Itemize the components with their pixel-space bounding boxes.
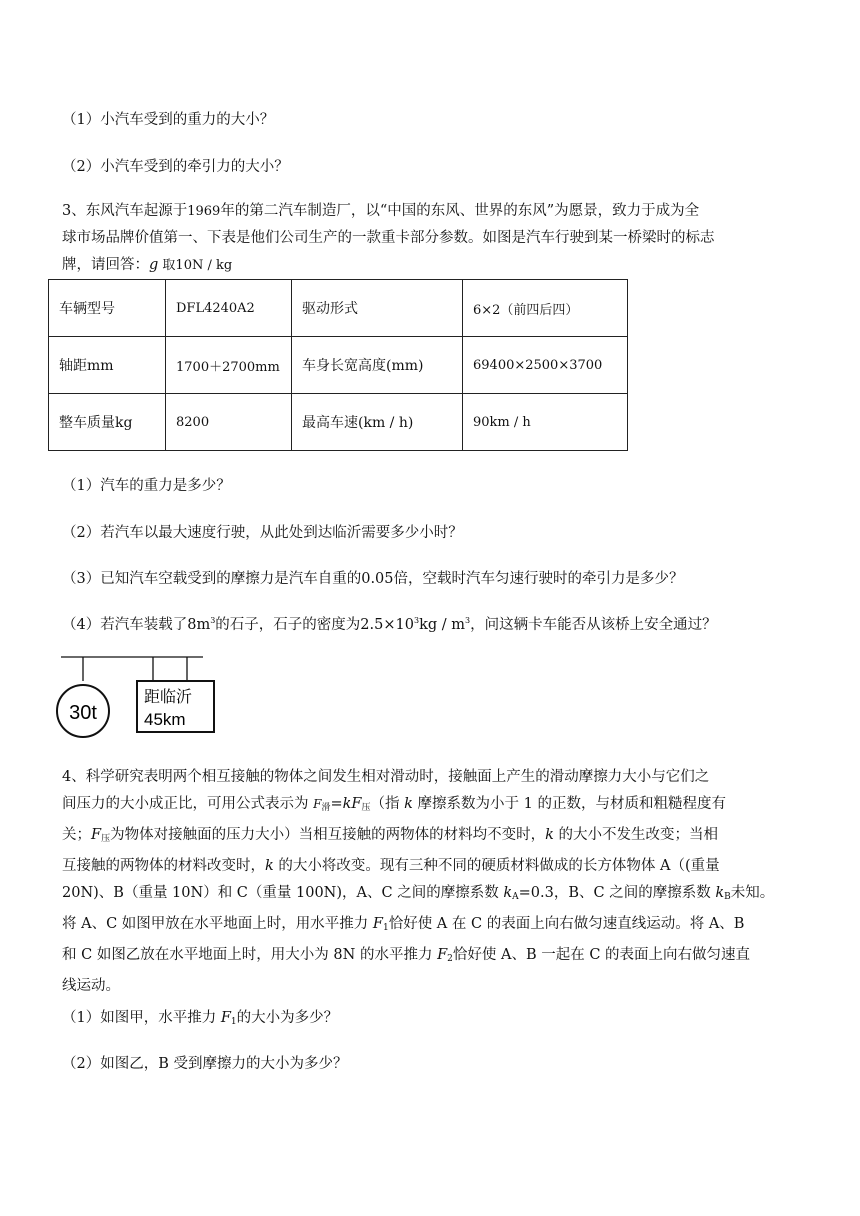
table-row [49,337,628,394]
q3-sub1: （1）汽车的重力是多少？ [62,478,231,494]
weight-limit-text: 30t [69,702,97,724]
q2-sub1: （1）小汽车受到的重力的大小？ [62,112,275,128]
table-cell: 1700＋2700mm [166,337,292,394]
bridge-sign-drawing [55,650,215,745]
table-cell: 整车质量kg [49,394,166,451]
q3-sub2: （2）若汽车以最大速度行驶，从此处到达临沂需要多少小时？ [62,525,463,541]
truck-spec-table [48,279,628,451]
distance-label-text: 距临沂 [144,689,193,706]
q3-sub4: （4）若汽车装载了$8m^3$的石子，石子的密度为$2.5\times 10^3kg / m^3$，问这辆卡车能否从该桥上安全通过？ [62,616,717,633]
q2-sub2: （2）小汽车受到的牵引力的大小？ [62,159,289,175]
table-cell: 车辆型号 [49,280,166,337]
table-cell: 最高车速(km / h) [292,394,463,451]
q4-sub1: （1）如图甲，水平推力 $F_1$的大小为多少？ [62,1010,339,1027]
q4-sub2: （2）如图乙，B 受到摩擦力的大小为多少？ [62,1056,348,1072]
distance-value-text: 45km [144,710,186,729]
q3-sub3: （3）已知汽车空载受到的摩擦力是汽车自重的0.05倍，空载时汽车匀速行驶时的牵引力是多少？ [62,571,684,587]
table-cell: 8200 [166,394,292,451]
q3-intro: 3、东风汽车起源于1969年的第二汽车制造厂，以“中国的东风、世界的东风”为愿景，致力于成为全 球市场品牌价值第一、下表是他们公司生产的一款重卡部分参数。如图是汽车行驶到某一桥梁时的标志 牌，请回答：g 取10N / kg [62,203,715,273]
table-cell: 69400×2500×3700 [463,337,628,394]
table-cell: DFL4240A2 [166,280,292,337]
table-cell: 车身长宽高度(mm) [292,337,463,394]
table-row [49,280,628,337]
table-cell: 驱动形式 [292,280,463,337]
table-row [49,394,628,451]
table-cell: 90km / h [463,394,628,451]
table-cell: 6×2（前四后四） [463,280,628,337]
q4-body: 4、科学研究表明两个相互接触的物体之间发生相对滑动时，接触面上产生的滑动摩擦力大小与它们之 间压力的大小成正比，可用公式表示为 $F_滑=kF_压$（指 k 摩擦系数为小于 1 的正数，与材质和粗糙程度有 关；$F_压$为物体对接触面的压力大小）当相互接触的两物体的材料均不变时，k 的大小不发生改变；当相 互接触的两物体的材料改变时，k 的大小将改变。现有三种不同的硬质材料做成的长方体物体 A（(重量 20N)、B（重量 10N）和 C（重量 100N)，A、C 之间的摩擦系数 $k_A=0.3$，B、C 之间的摩擦系数 $k_B$未知。 将 A、C 如图甲放在水平地面上时，用水平推力 $F_1$恰好使 A 在 C 的表面上向右做匀速直线运动。将 A、B 和 C 如图乙放在水平地面上时，用大小为 8N 的水平推力 $F_2$恰好使 A、B 一起在 C 的表面上向右做匀速直 线运动。 [62,769,775,994]
bridge-sign-figure [55,650,215,745]
table-cell: 轴距mm [49,337,166,394]
